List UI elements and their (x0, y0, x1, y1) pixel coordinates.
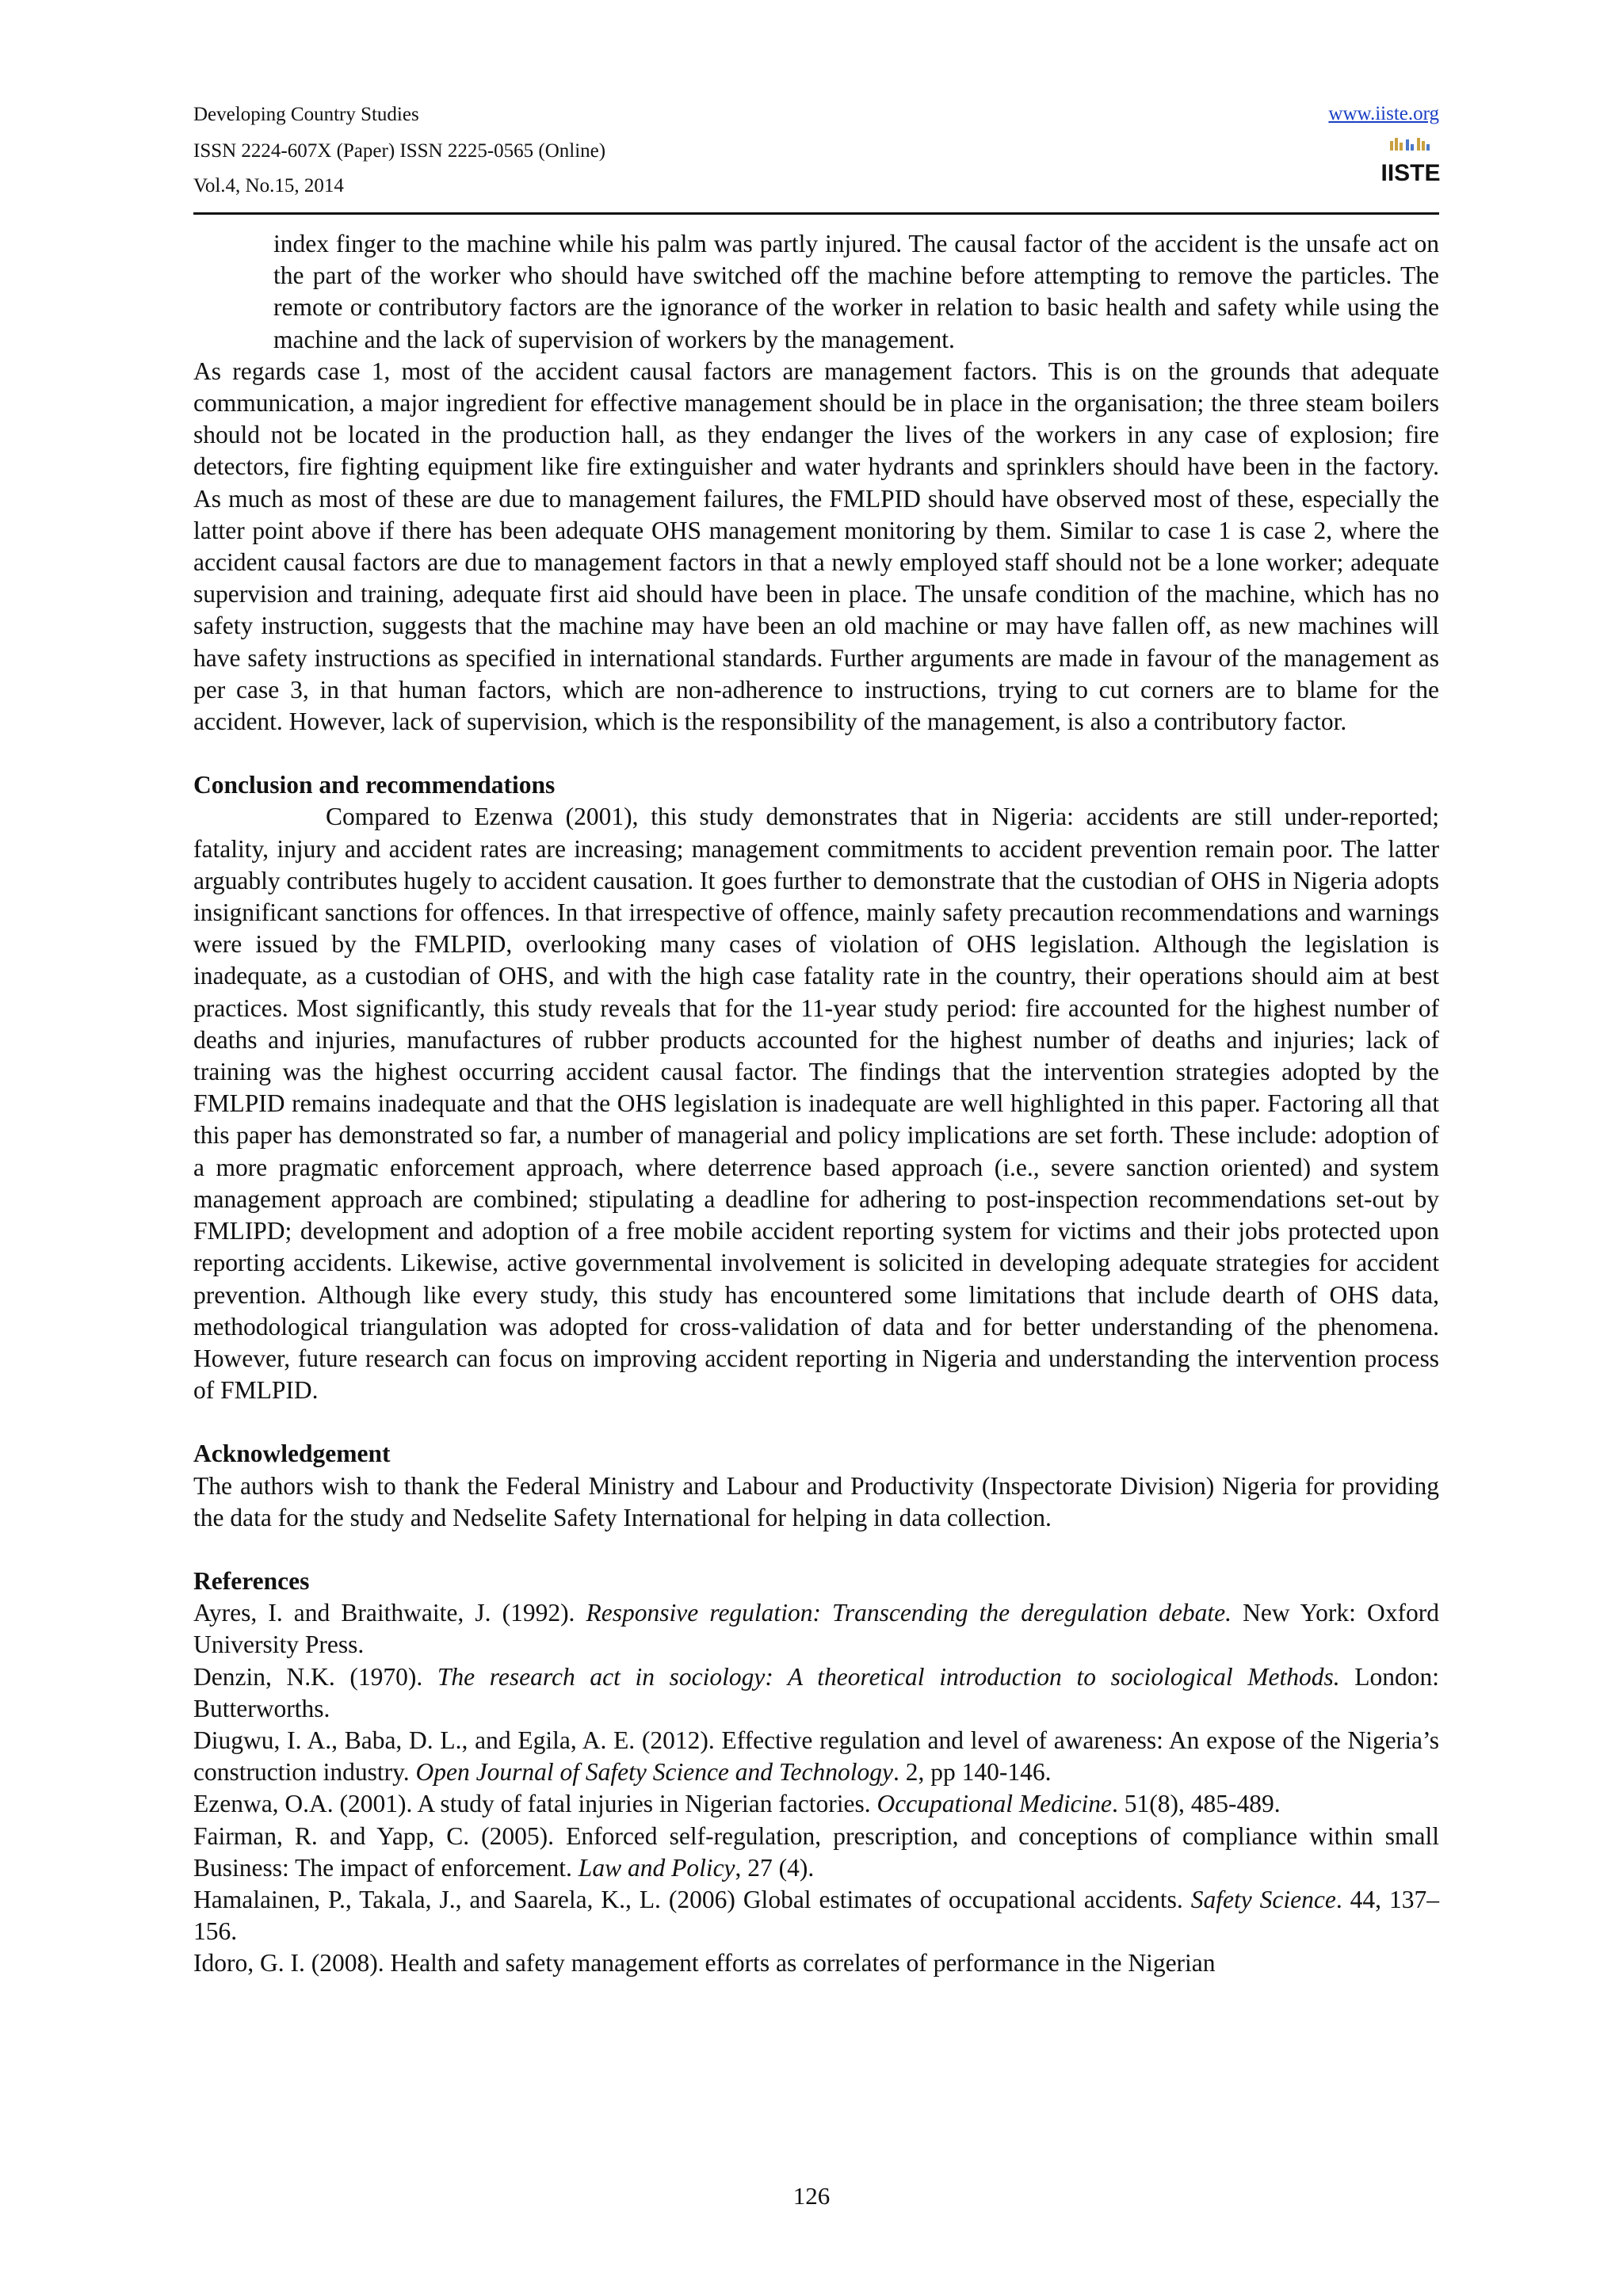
journal-name: Developing Country Studies (193, 104, 419, 125)
case-paragraph: index finger to the machine while his palm was partly injured. The causal factor of the accident is the unsafe act on the part of the worker who should have switched off the machine before attempting to remove the particles. The remote or contributory factors are the ignorance of the worker in relation to basic health and safety while using the machine and the lack of supervision of workers by the management. (273, 230, 1439, 353)
volume-line: Vol.4, No.15, 2014 (193, 175, 344, 196)
iiste-logo-icon (1381, 136, 1441, 193)
issn-line: ISSN 2224-607X (Paper) ISSN 2225-0565 (Online) (193, 140, 606, 162)
journal-url-link[interactable]: www.iiste.org (1328, 103, 1439, 124)
reference-entry: Denzin, N.K. (1970). The research act in sociology: A theoretical introduction to sociological Methods. London: Butterworths. (193, 1662, 1439, 1722)
conclusion-paragraph: Compared to Ezenwa (2001), this study demonstrates that in Nigeria: accidents are still under-reported; fatality, injury and accident rates are increasing; management commitments to accident prevention remain poor. The latter arguably contributes hugely to accident causation. It goes further to demonstrate that the custodian of OHS in Nigeria adopts insignificant sanctions for offences. In that irrespective of offence, mainly safety precaution recommendations and warnings were issued by the FMLPID, overlooking many cases of violation of OHS legislation. Although the legislation is inadequate, as a custodian of OHS, and with the high case fatality rate in the country, their operations should aim at best practices. Most significantly, this study reveals that for the 11-year study period: fire accounted for the highest number of deaths and injuries, manufactures of rubber products accounted for the highest number of deaths and injuries; lack of training was the highest occurring accident causal factor. The findings that the intervention strategies adopted by the FMLPID remains inadequate and that the OHS legislation is inadequate are well highlighted in this paper. Factoring all that this paper has demonstrated so far, a number of managerial and policy implications are set forth. These include: adoption of a more pragmatic enforcement approach, where deterrence based approach (i.e., severe sanction oriented) and system management approach are combined; stipulating a deadline for adhering to post-inspection recommendations set-out by FMLIPD; development and adoption of a free mobile accident reporting system for victims and their jobs protected upon reporting accidents. Likewise, active governmental involvement is solicited in developing adequate strategies for accident prevention. Although like every study, this study has encountered some limitations that include dearth of OHS data, methodological triangulation was adopted for cross-validation of data and for better understanding of the phenomena. However, future research can focus on improving accident reporting in Nigeria and understanding the intervention process of FMLPID. (193, 803, 1439, 1405)
article-body (193, 228, 1439, 1980)
reference-entry: Idoro, G. I. (2008). Health and safety management efforts as correlates of performance in the Nigerian (193, 1949, 1216, 1978)
discussion-paragraph: As regards case 1, most of the accident causal factors are management factors. This is on the grounds that adequate communication, a major ingredient for effective management should be in place in the organisation; the three steam boilers should not be located in the production hall, as they endanger the lives of the workers in any case of explosion; fire detectors, fire fighting equipment like fire extinguisher and water hydrants and sprinklers should have been in the factory. As much as most of these are due to management failures, the FMLPID should have observed most of these, especially the latter point above if there has been adequate OHS management monitoring by them. Similar to case 1 is case 2, where the accident causal factors are due to management factors in that a newly employed staff should not be a lone worker; adequate supervision and training, adequate first aid should have been in place. The unsafe condition of the machine, which has no safety instruction, suggests that the machine may have been an old machine or may have fallen off, as new machines will have safety instructions as specified in international standards. Further arguments are made in favour of the management as per case 3, in that human factors, which are non-adherence to instructions, trying to cut corners are to blame for the accident. However, lack of supervision, which is the responsibility of the management, is also a contributory factor. (193, 357, 1439, 736)
reference-entry: Fairman, R. and Yapp, C. (2005). Enforced self-regulation, prescription, and conceptions of compliance within small Business: The impact of enforcement. Law and Policy, 27 (4). (193, 1821, 1439, 1882)
conclusion-heading: Conclusion and recommendations (193, 771, 556, 799)
header-rule (193, 212, 1439, 215)
reference-entry: Ezenwa, O.A. (2001). A study of fatal injuries in Nigerian factories. Occupational Medicine. 51(8), 485-489. (193, 1790, 1281, 1818)
svg-text:IISTE: IISTE (1381, 160, 1441, 186)
reference-entry: Diugwu, I. A., Baba, D. L., and Egila, A. E. (2012). Effective regulation and level of awareness: An expose of the Nigeria’s construction industry. Open Journal of Safety Science and Technology. 2, pp 140-146. (193, 1726, 1439, 1787)
reference-entry: Ayres, I. and Braithwaite, J. (1992). Responsive regulation: Transcending the deregulation debate. New York: Oxford University Press. (193, 1599, 1439, 1659)
acknowledgement-heading: Acknowledgement (193, 1440, 391, 1468)
reference-entry: Hamalainen, P., Takala, J., and Saarela, K., L. (2006) Global estimates of occupational accidents. Safety Science. 44, 137–156. (193, 1885, 1439, 1946)
reference-list (193, 1597, 1439, 1979)
page-number: 126 (792, 2182, 831, 2210)
acknowledgement-paragraph: The authors wish to thank the Federal Ministry and Labour and Productivity (Inspectorate Division) Nigeria for providing the data for the study and Nedselite Safety International for helping in data collection. (193, 1471, 1439, 1531)
references-heading: References (193, 1566, 310, 1595)
